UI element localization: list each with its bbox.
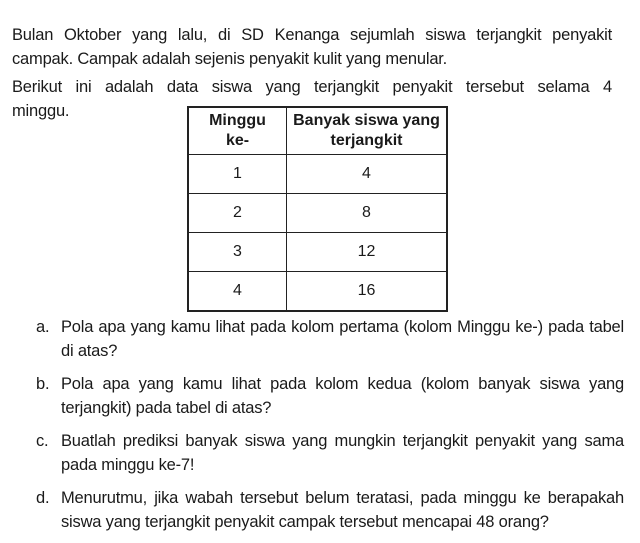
table-row	[188, 194, 447, 233]
question-d	[12, 486, 624, 534]
header-week	[188, 107, 287, 155]
question-text: Menurutmu, jika wabah tersebut belum teratasi, pada minggu ke berapakah siswa yang terjangkit penyakit campak tersebut mencapai 48 orang?	[61, 489, 624, 531]
question-a	[12, 315, 624, 363]
question-marker: c.	[36, 432, 49, 450]
question-marker: d.	[36, 489, 50, 507]
question-text: Buatlah prediksi banyak siswa yang mungkin terjangkit penyakit yang sama pada minggu ke-7!	[61, 432, 624, 474]
table-row	[188, 272, 447, 312]
cell-week: 4	[188, 272, 287, 312]
header-week-line1: Minggu	[209, 112, 266, 129]
header-count-line2: terjangkit	[330, 132, 403, 149]
question-text: Pola apa yang kamu lihat pada kolom pertama (kolom Minggu ke-) pada tabel di atas?	[61, 318, 624, 360]
question-marker: b.	[36, 375, 50, 393]
table-row	[188, 155, 447, 194]
cell-count: 4	[287, 155, 448, 194]
cell-week: 1	[188, 155, 287, 194]
question-marker: a.	[36, 318, 50, 336]
cell-count: 16	[287, 272, 448, 312]
intro-paragraph-2: Berikut ini adalah data siswa yang terjangkit penyakit tersebut selama 4 minggu.	[12, 77, 612, 120]
header-student-count	[287, 107, 448, 155]
question-list	[12, 315, 624, 543]
header-week-line2: ke-	[225, 132, 250, 149]
question-text: Pola apa yang kamu lihat pada kolom kedua (kolom banyak siswa yang terjangkit) pada tabel di atas?	[61, 375, 624, 417]
cell-count: 8	[287, 194, 448, 233]
cell-week: 2	[188, 194, 287, 233]
question-c	[12, 429, 624, 477]
header-count-line1: Banyak siswa yang	[293, 112, 440, 129]
question-b	[12, 372, 624, 420]
table-row	[188, 233, 447, 272]
table-header-row	[188, 107, 447, 155]
measles-cases-table	[187, 106, 448, 312]
cell-count: 12	[287, 233, 448, 272]
cell-week: 3	[188, 233, 287, 272]
intro-paragraph-1: Bulan Oktober yang lalu, di SD Kenanga sejumlah siswa terjangkit penyakit campak. Campak adalah sejenis penyakit kulit yang menular.	[12, 25, 612, 68]
